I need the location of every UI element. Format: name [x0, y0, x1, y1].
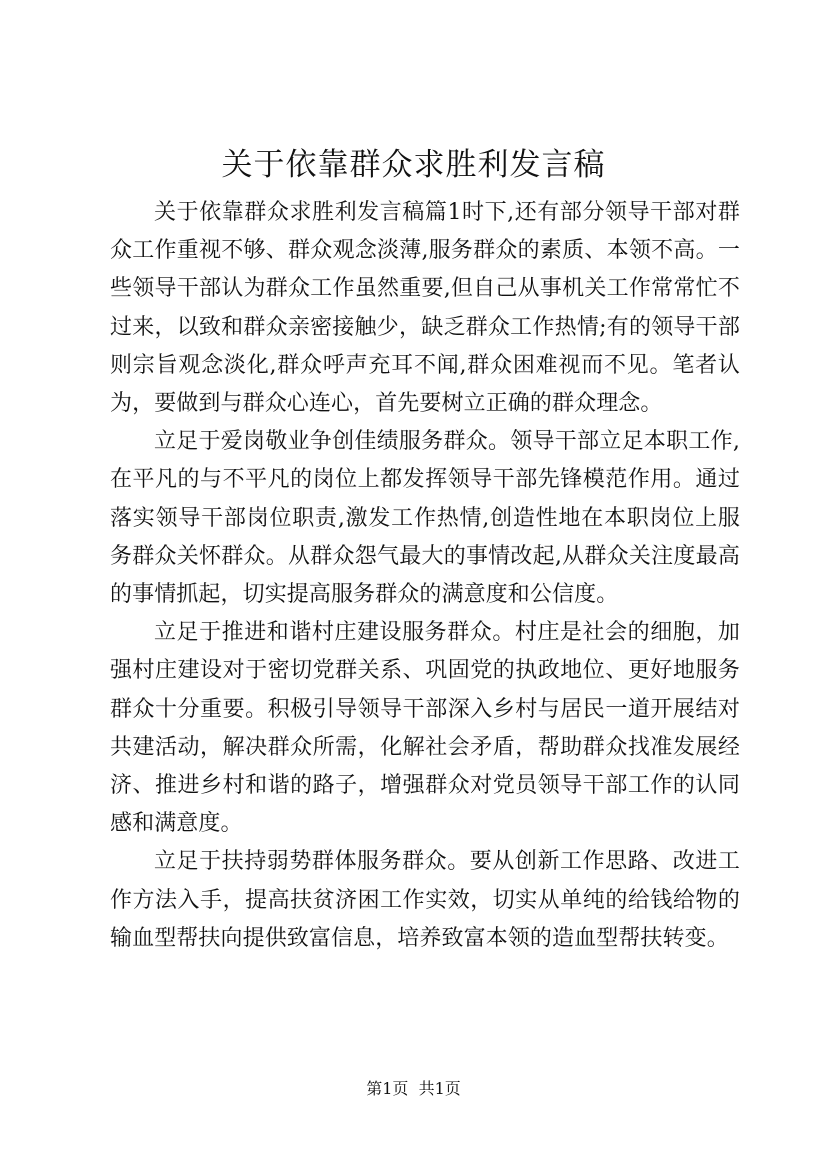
page-number-label: 第1页 共1页 [366, 1079, 461, 1098]
paragraph-4: 立足于扶持弱势群体服务群众。要从创新工作思路、改进工作方法入手，提高扶贫济困工作实效，切实从单纯的给钱给物的输血型帮扶向提供致富信息，培养致富本领的造血型帮扶转变。 [110, 849, 740, 951]
document-body [110, 194, 740, 958]
paragraph-1: 关于依靠群众求胜利发言稿篇1时下,还有部分领导干部对群众工作重视不够、群众观念淡薄,服务群众的素质、本领不高。一些领导干部认为群众工作虽然重要,但自己从事机关工作常常忙不过来，以致和群众亲密接触少，缺乏群众工作热情;有的领导干部则宗旨观念淡化,群众呼声充耳不闻,群众困难视而不见。笔者认为，要做到与群众心连心，首先要树立正确的群众理念。 [110, 200, 740, 417]
paragraph-2: 立足于爱岗敬业争创佳绩服务群众。领导干部立足本职工作,在平凡的与不平凡的岗位上都发挥领导干部先锋模范作用。通过落实领导干部岗位职责,激发工作热情,创造性地在本职岗位上服务群众关怀群众。从群众怨气最大的事情改起,从群众关注度最高的事情抓起，切实提高服务群众的满意度和公信度。 [110, 429, 740, 608]
page-footer [0, 1078, 827, 1100]
paragraph-3: 立足于推进和谐村庄建设服务群众。村庄是社会的细胞，加强村庄建设对于密切党群关系、巩固党的执政地位、更好地服务群众十分重要。积极引导领导干部深入乡村与居民一道开展结对共建活动，解决群众所需，化解社会矛盾，帮助群众找准发展经济、推进乡村和谐的路子，增强群众对党员领导干部工作的认同感和满意度。 [110, 620, 740, 837]
document-title: 关于依靠群众求胜利发言稿 [221, 147, 606, 183]
